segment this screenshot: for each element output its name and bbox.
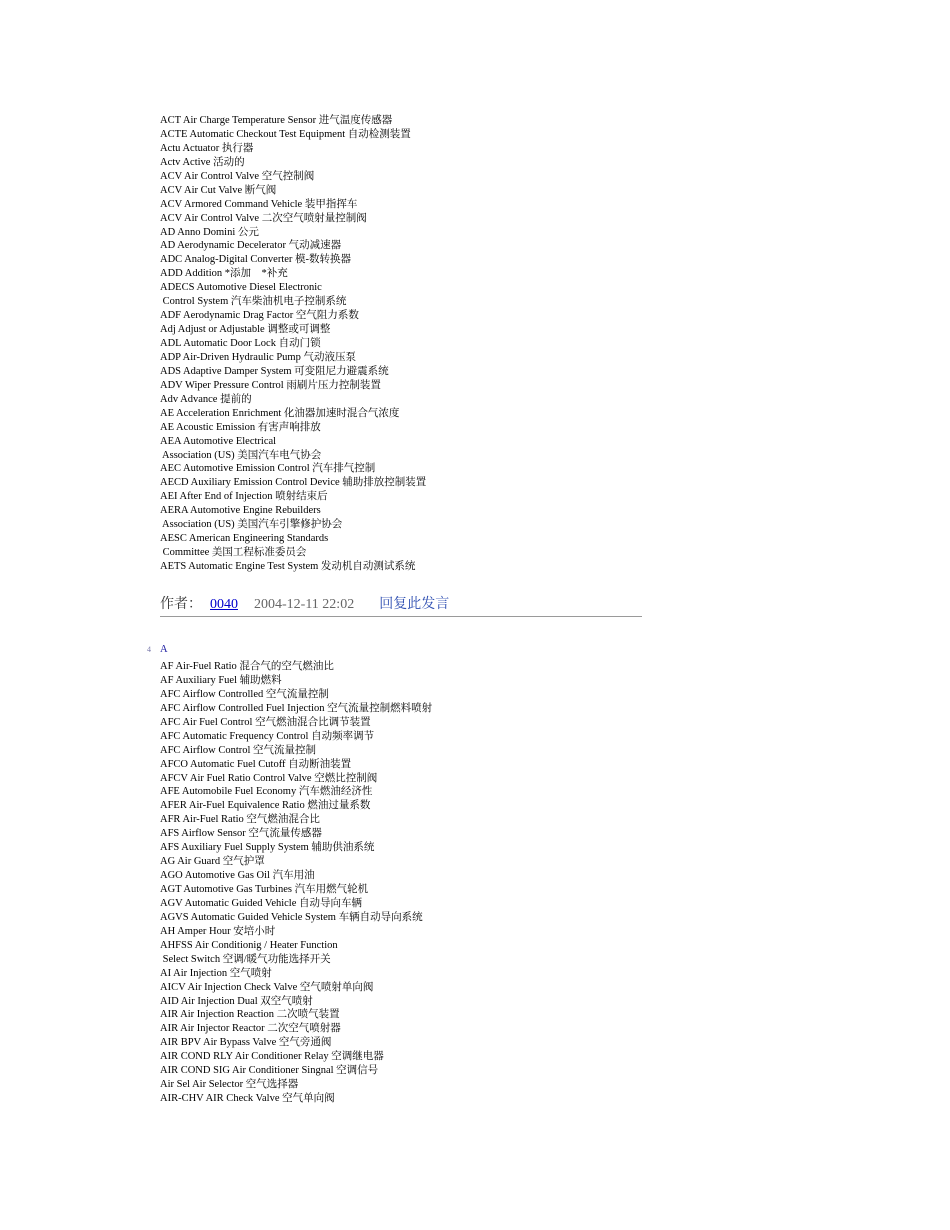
glossary-entry: AID Air Injection Dual 双空气喷射: [160, 995, 313, 1007]
glossary-entry: AETS Automatic Engine Test System 发动机自动测试系统: [160, 561, 416, 572]
glossary-entry: AEA Automotive Electrical: [160, 435, 277, 447]
glossary-entry: AEI After End of Injection 喷射结束后: [160, 491, 328, 503]
glossary-entry: Adj Adjust or Adjustable 调整或可调整: [160, 324, 331, 336]
glossary-entry: AGV Automatic Guided Vehicle 自动导向车辆: [160, 897, 363, 909]
glossary-entry: AFC Airflow Controlled 空气流量控制: [160, 688, 329, 700]
glossary-entry: AECD Auxiliary Emission Control Device 辅助排放控制装置: [160, 477, 427, 489]
glossary-entry: AIR-CHV AIR Check Valve 空气单向阀: [160, 1093, 335, 1105]
glossary-entry: AE Acceleration Enrichment 化油器加速时混合气浓度: [160, 407, 400, 419]
glossary-entry: ADF Aerodynamic Drag Factor 空气阻力系数: [160, 310, 359, 322]
glossary-entry: AFC Automatic Frequency Control 自动频率调节: [160, 730, 375, 742]
glossary-section-1: [160, 114, 680, 574]
glossary-entry: ADC Analog-Digital Converter 模-数转换器: [160, 254, 352, 266]
glossary-entry: AD Aerodynamic Decelerator 气动减速器: [160, 240, 342, 252]
glossary-entry: Actu Actuator 执行器: [160, 142, 254, 154]
floor-number: 4: [147, 645, 151, 654]
author-label: 作者：: [160, 597, 202, 612]
glossary-entry: ACV Air Cut Valve 断气阀: [160, 184, 277, 196]
glossary-entry: Association (US) 美国汽车电气协会: [160, 449, 322, 461]
glossary-entry: AESC American Engineering Standards: [160, 533, 329, 545]
glossary-entry: AEC Automotive Emission Control 汽车排气控制: [160, 463, 376, 475]
glossary-entry: AIR BPV Air Bypass Valve 空气旁通阀: [160, 1037, 332, 1049]
glossary-entry: Adv Advance 提前的: [160, 393, 252, 405]
author-link[interactable]: 0040: [210, 597, 238, 612]
glossary-entry: ADP Air-Driven Hydraulic Pump 气动液压泵: [160, 351, 356, 363]
glossary-entry: ADL Automatic Door Lock 自动门锁: [160, 338, 321, 349]
glossary-entry: AI Air Injection 空气喷射: [160, 967, 272, 979]
glossary-entry: AFC Airflow Controlled Fuel Injection 空气流量控制燃料喷射: [160, 702, 433, 714]
glossary-entry: ACV Air Control Valve 空气控制阀: [160, 170, 315, 182]
glossary-entry: AERA Automotive Engine Rebuilders: [160, 505, 321, 517]
glossary-entry: AD Anno Domini 公元: [160, 226, 259, 238]
glossary-entry: AFS Airflow Sensor 空气流量传感器: [160, 828, 322, 840]
glossary-entry: Committee 美国工程标准委员会: [160, 547, 307, 559]
glossary-entry: AG Air Guard 空气护罩: [160, 856, 265, 868]
glossary-entry: Control System 汽车柴油机电子控制系统: [160, 296, 347, 308]
glossary-section-2: [160, 660, 680, 1106]
glossary-entry: AIR Air Injector Reactor 二次空气喷射器: [160, 1023, 341, 1035]
glossary-entry: AE Acoustic Emission 有害声响排放: [160, 421, 321, 433]
glossary-entry: AHFSS Air Conditionig / Heater Function: [160, 939, 338, 951]
glossary-entry: ADECS Automotive Diesel Electronic: [160, 282, 322, 294]
reply-link[interactable]: 回复此发言: [379, 597, 450, 612]
glossary-entry: AH Amper Hour 安培小时: [160, 925, 276, 937]
glossary-entry: ADS Adaptive Damper System 可变阻尼力避震系统: [160, 365, 389, 377]
glossary-entry: AFC Air Fuel Control 空气燃油混合比调节装置: [160, 716, 371, 728]
glossary-entry: ACV Air Control Valve 二次空气喷射量控制阀: [160, 212, 367, 224]
glossary-entry: ACT Air Charge Temperature Sensor 进气温度传感器: [160, 115, 393, 126]
glossary-entry: ADD Addition *添加 *补充: [160, 268, 288, 280]
glossary-entry: AICV Air Injection Check Valve 空气喷射单向阀: [160, 981, 374, 993]
glossary-entry: AF Auxiliary Fuel 辅助燃料: [160, 674, 282, 686]
glossary-entry: AGT Automotive Gas Turbines 汽车用燃气轮机: [160, 884, 369, 895]
glossary-entry: AFCO Automatic Fuel Cutoff 自动断油装置: [160, 758, 352, 770]
section-letter: A: [160, 644, 168, 655]
glossary-entry: AFS Auxiliary Fuel Supply System 辅助供油系统: [160, 842, 375, 854]
glossary-entry: AIR COND SIG Air Conditioner Singnal 空调信号: [160, 1065, 379, 1077]
glossary-entry: AFC Airflow Control 空气流量控制: [160, 744, 317, 756]
glossary-entry: AFER Air-Fuel Equivalence Ratio 燃油过量系数: [160, 800, 371, 812]
glossary-entry: Air Sel Air Selector 空气选择器: [160, 1079, 299, 1091]
glossary-entry: AGVS Automatic Guided Vehicle System 车辆自动导向系统: [160, 911, 423, 923]
glossary-entry: AFCV Air Fuel Ratio Control Valve 空燃比控制阀: [160, 772, 378, 784]
glossary-entry: Association (US) 美国汽车引擎修护协会: [160, 519, 343, 531]
glossary-entry: ACTE Automatic Checkout Test Equipment 自动检测装置: [160, 128, 411, 140]
glossary-entry: AF Air-Fuel Ratio 混合气的空气燃油比: [160, 661, 334, 672]
glossary-entry: AGO Automotive Gas Oil 汽车用油: [160, 870, 315, 882]
glossary-entry: Actv Active 活动的: [160, 156, 245, 168]
glossary-entry: ADV Wiper Pressure Control 雨刷片压力控制装置: [160, 379, 381, 391]
glossary-entry: AIR COND RLY Air Conditioner Relay 空调继电器: [160, 1051, 384, 1063]
glossary-entry: Select Switch 空调/暖气功能选择开关: [160, 953, 331, 965]
post-date: 2004-12-11 22:02: [254, 597, 355, 612]
glossary-entry: ACV Armored Command Vehicle 装甲指挥车: [160, 198, 358, 210]
post-meta-bar: [160, 594, 642, 617]
glossary-entry: AFE Automobile Fuel Economy 汽车燃油经济性: [160, 786, 373, 798]
glossary-entry: AFR Air-Fuel Ratio 空气燃油混合比: [160, 814, 320, 826]
glossary-entry: AIR Air Injection Reaction 二次喷气装置: [160, 1009, 340, 1021]
